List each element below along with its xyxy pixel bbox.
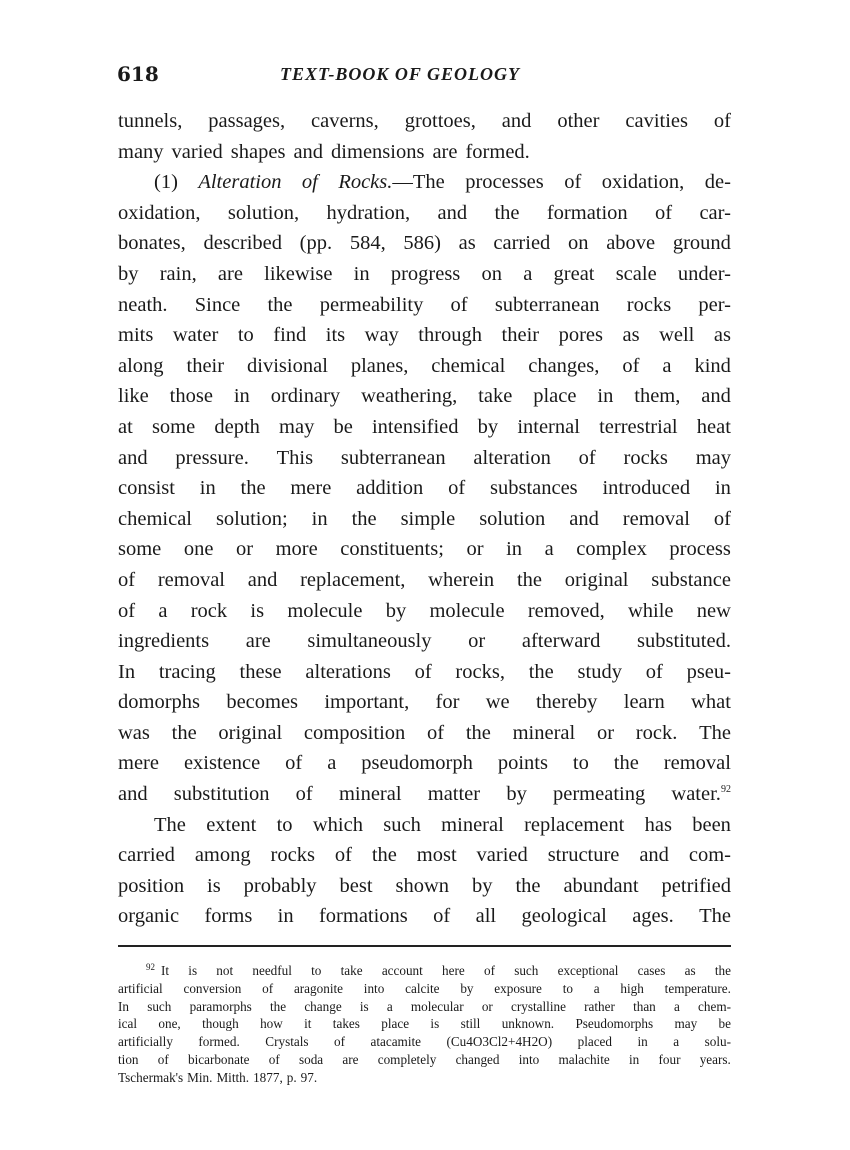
body-line: tunnels, passages, caverns, grottoes, and other cavities of <box>118 110 731 132</box>
footnote <box>118 962 731 1087</box>
body-line: consist in the mere addition of substances introduced in <box>118 477 731 500</box>
body-line: and substitution of mineral matter by permeating water.$^{92}$ <box>118 783 731 806</box>
footnote-rule <box>118 945 731 947</box>
body-line: In tracing these alterations of rocks, the study of pseu- <box>118 660 731 683</box>
footnote-line: $^{92}$ It is not needful to take account here of such exceptional cases as the <box>146 962 731 978</box>
footnote-line: Tschermak's Min. Mitth. 1877, p. 97. <box>118 1069 318 1085</box>
body-line: of a rock is molecule by molecule removed, while new <box>118 599 731 622</box>
body-line: was the original composition of the mineral or rock. The <box>118 721 731 744</box>
footnote-line: artificially formed. Crystals of atacamite (Cu4O3Cl2+4H2O) placed in a solu- <box>118 1034 731 1050</box>
body-line: position is probably best shown by the abundant petrified <box>118 874 731 897</box>
body-line: of removal and replacement, wherein the original substance <box>118 568 731 591</box>
footnote-line: artificial conversion of aragonite into calcite by exposure to a high temperature. <box>118 980 731 996</box>
body-line: organic forms in formations of all geological ages. The <box>118 905 731 928</box>
body-line: mits water to find its way through their pores as well as <box>118 324 731 347</box>
page-number: 618 <box>117 62 159 86</box>
body-line: (1) Alteration of Rocks.—The processes of oxidation, de- <box>154 171 731 194</box>
body-line: at some depth may be intensified by internal terrestrial heat <box>118 415 731 438</box>
body-line: along their divisional planes, chemical changes, of a kind <box>118 354 731 377</box>
body-line: some one or more constituents; or in a complex process <box>118 538 731 561</box>
body-line: and pressure. This subterranean alteration of rocks may <box>118 446 731 469</box>
body-line: like those in ordinary weathering, take place in them, and <box>118 385 731 408</box>
footnote-line: In such paramorphs the change is a molecular or crystalline rather than a chem- <box>118 998 731 1014</box>
body-line: oxidation, solution, hydration, and the formation of car- <box>118 201 731 224</box>
body-text <box>118 106 731 932</box>
body-line: The extent to which such mineral replacement has been <box>154 813 731 836</box>
running-head: TEXT-BOOK OF GEOLOGY <box>280 64 521 84</box>
body-line: by rain, are likewise in progress on a great scale under- <box>118 262 731 285</box>
body-line: many varied shapes and dimensions are formed. <box>118 140 530 163</box>
body-line: ingredients are simultaneously or afterward substituted. <box>118 630 731 653</box>
footnote-line: tion of bicarbonate of soda are completely changed into malachite in four years. <box>118 1051 731 1067</box>
body-line: chemical solution; in the simple solution and removal of <box>118 507 731 530</box>
footnote-marker: 92 <box>146 962 155 972</box>
body-line: domorphs becomes important, for we thereby learn what <box>118 691 731 714</box>
body-line: carried among rocks of the most varied structure and com- <box>118 844 731 867</box>
body-line: neath. Since the permeability of subterranean rocks per- <box>118 293 731 316</box>
footnote-reference: 92 <box>720 784 731 796</box>
body-line: bonates, described (pp. 584, 586) as carried on above ground <box>118 232 731 255</box>
footnote-line: ical one, though how it takes place is still unknown. Pseudomorphs may be <box>118 1016 731 1032</box>
body-line: mere existence of a pseudomorph points to the removal <box>118 752 731 775</box>
